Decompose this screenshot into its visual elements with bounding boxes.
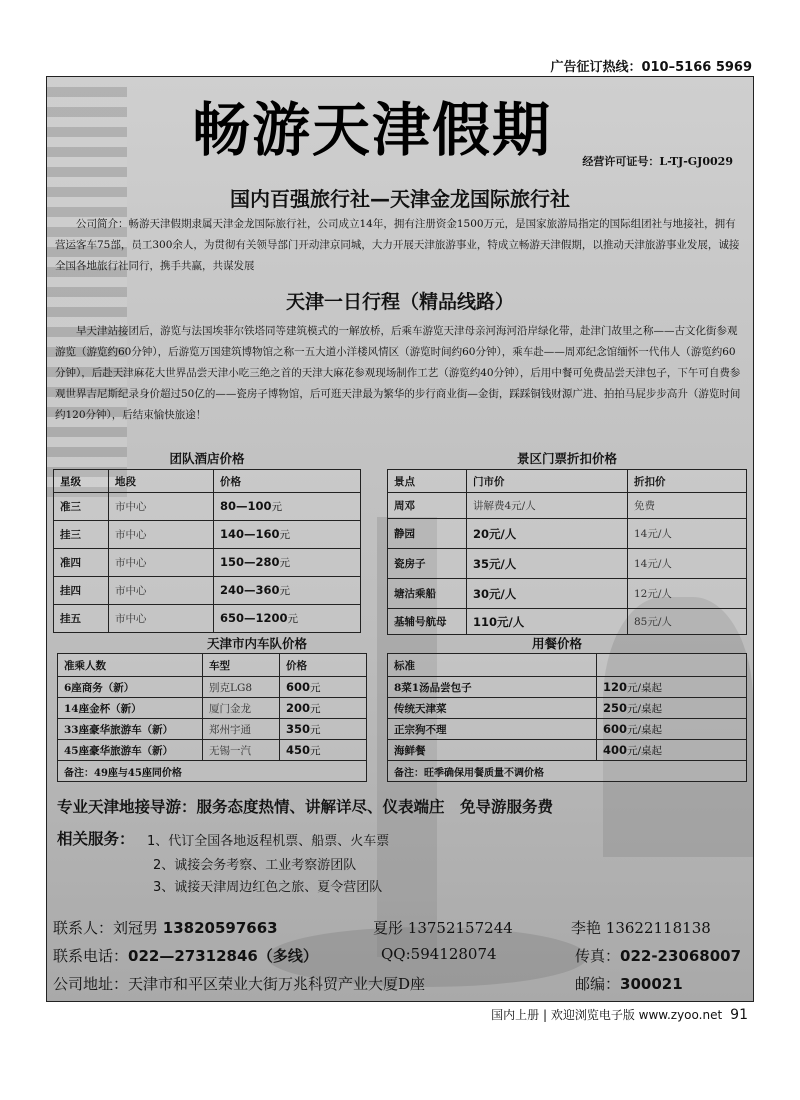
ticket-spot: 塘沽乘船 (388, 579, 467, 609)
meal-note: 备注：旺季确保用餐质量不调价格 (388, 761, 747, 782)
fax-label: 传真： (575, 947, 621, 965)
meal-price (597, 740, 747, 761)
meal-table-title: 用餐价格 (531, 636, 582, 651)
table-row (54, 605, 361, 633)
table-row (58, 677, 367, 698)
ticket-discount-price: 14元/人 (628, 549, 747, 579)
fleet-price-unit: 元 (310, 723, 321, 736)
hotel-price-value: 240—360 (220, 583, 280, 597)
ticket-header-list: 门市价 (467, 470, 628, 493)
table-row (388, 719, 747, 740)
ticket-list-price: 110元/人 (467, 609, 628, 635)
hotel-price-value: 140—160 (220, 527, 280, 541)
meal-price-value: 250 (603, 700, 628, 715)
meal-name: 海鲜餐 (388, 740, 597, 761)
related-service-item: 1、代订全国各地返程机票、船票、火车票 (147, 834, 390, 849)
contact-person-1 (53, 917, 278, 938)
hotel-price (214, 521, 361, 549)
ticket-discount-price: 14元/人 (628, 519, 747, 549)
related-service-item: 2、诚接会务考察、工业考察游团队 (153, 858, 357, 873)
meal-price-table (387, 653, 747, 782)
ticket-header-disc: 折扣价 (628, 470, 747, 493)
agency-heading: 国内百强旅行社—天津金龙国际旅行社 (230, 187, 570, 211)
hotel-header-price: 价格 (214, 470, 361, 493)
hotel-star: 挂三 (54, 521, 109, 549)
fleet-seats: 45座豪华旅游车（新） (58, 740, 203, 761)
meal-price (597, 677, 747, 698)
address-label: 公司地址： (53, 975, 129, 993)
meal-price-value: 600 (603, 721, 628, 736)
meal-name: 8菜1汤品尝包子 (388, 677, 597, 698)
hotel-header-area: 地段 (109, 470, 214, 493)
meal-header-standard: 标准 (388, 654, 597, 677)
contact-tel (53, 945, 318, 966)
ticket-spot: 瓷房子 (388, 549, 467, 579)
table-row (54, 521, 361, 549)
fleet-price (280, 719, 367, 740)
ticket-list-price: 35元/人 (467, 549, 628, 579)
fleet-seats: 6座商务（新） (58, 677, 203, 698)
table-row (388, 740, 747, 761)
contact-1-phone: 13820597663 (162, 919, 278, 937)
meal-price-unit: 元/桌起 (627, 681, 663, 694)
hotel-price-unit: 元 (279, 585, 291, 597)
fleet-price-unit: 元 (310, 681, 321, 694)
route-description: 早天津站接团后，游览与法国埃菲尔铁塔同等建筑模式的一解放桥，后乘车游览天津母亲河海河沿岸绿化带，赴津门故里之称——古文化街参观游览（游览约60分钟），后游览万国建筑博物馆之称一五大道小洋楼风情区（游览时间约60分钟），乘车赴——周邓纪念馆缅怀一代伟人（游览约60分钟），后赴天津麻花大世界品尝天津小吃三绝之首的天津大麻花参观现场制作工艺（游览约40分钟），后用中餐可免费品尝天津包子，下午可自费参观世界吉尼斯纪录身价超过50亿的——瓷房子博物馆，后可逛天津最为繁华的步行商业街—金街，踩踩铜钱财源广进、拍拍马屁步步高升（游览时间约120分钟），后结束愉快旅途！ (55, 325, 741, 421)
footer-text: 国内上册 | 欢迎浏览电子版 www.zyoo.net (491, 1008, 723, 1022)
fleet-price-value: 200 (286, 700, 311, 715)
hotel-star: 挂五 (54, 605, 109, 633)
hotel-area: 市中心 (109, 577, 214, 605)
table-row (388, 519, 747, 549)
hotel-price-unit: 元 (279, 529, 291, 541)
hotel-table-title: 团队酒店价格 (169, 451, 245, 466)
hotel-star: 准三 (54, 493, 109, 521)
ticket-spot: 周邓 (388, 493, 467, 519)
hotel-area: 市中心 (109, 605, 214, 633)
page-footer (491, 1006, 748, 1023)
fleet-model: 别克LG8 (203, 677, 280, 698)
hotel-star: 挂四 (54, 577, 109, 605)
contact-person-2 (373, 917, 513, 938)
hotel-price (214, 549, 361, 577)
zip-label: 邮编： (575, 975, 621, 993)
ticket-table-title: 景区门票折扣价格 (516, 451, 617, 466)
table-row (388, 579, 747, 609)
contact-person-3 (571, 917, 711, 938)
meal-name: 正宗狗不理 (388, 719, 597, 740)
hotel-price-value: 150—280 (220, 555, 280, 569)
meal-price-value: 120 (603, 679, 628, 694)
hotel-header-star: 星级 (54, 470, 109, 493)
table-row (388, 493, 747, 519)
hotel-price (214, 605, 361, 633)
fleet-price (280, 698, 367, 719)
contact-2-phone: 13752157244 (407, 919, 513, 937)
page-number: 91 (730, 1007, 748, 1023)
zip-value: 300021 (620, 975, 683, 993)
license-number: 经营许可证号：L-TJ-GJ0029 (582, 155, 733, 168)
page-title: 畅游天津假期 (192, 96, 553, 164)
table-row (388, 698, 747, 719)
table-row (58, 740, 367, 761)
fleet-seats: 14座金杯（新） (58, 698, 203, 719)
table-row (58, 719, 367, 740)
ticket-discount-price: 85元/人 (628, 609, 747, 635)
route-heading: 天津一日行程（精品线路） (285, 291, 514, 313)
table-row (54, 549, 361, 577)
fleet-table-title: 天津市内车队价格 (206, 636, 307, 651)
hotel-star: 准四 (54, 549, 109, 577)
hotel-price-value: 650—1200 (220, 611, 288, 625)
ticket-list-price: 讲解费4元/人 (467, 493, 628, 519)
hotel-price-unit: 元 (271, 501, 283, 513)
contact-zip (575, 973, 683, 994)
fleet-model: 郑州宇通 (203, 719, 280, 740)
guide-service-line: 专业天津地接导游：服务态度热情、讲解详尽、仪表端庄 免导游服务费 (57, 797, 554, 816)
contact-3-name: 李艳 (571, 919, 602, 937)
ticket-list-price: 30元/人 (467, 579, 628, 609)
fleet-price-unit: 元 (310, 744, 321, 757)
table-row (54, 577, 361, 605)
fleet-model: 无锡一汽 (203, 740, 280, 761)
fleet-model: 厦门金龙 (203, 698, 280, 719)
hotel-area: 市中心 (109, 521, 214, 549)
fleet-price-value: 450 (286, 742, 311, 757)
fleet-seats: 33座豪华旅游车（新） (58, 719, 203, 740)
meal-name: 传统天津菜 (388, 698, 597, 719)
hotel-price (214, 577, 361, 605)
fleet-price-value: 600 (286, 679, 311, 694)
contact-qq: QQ:594128074 (381, 945, 497, 963)
meal-price-unit: 元/桌起 (627, 702, 663, 715)
fleet-note: 备注：49座与45座同价格 (58, 761, 367, 782)
ticket-spot: 静园 (388, 519, 467, 549)
meal-price-unit: 元/桌起 (627, 723, 663, 736)
hotel-price-unit: 元 (279, 557, 291, 569)
fleet-price (280, 740, 367, 761)
ticket-header-spot: 景点 (388, 470, 467, 493)
table-row (388, 677, 747, 698)
ticket-price-table (387, 469, 747, 635)
related-service-item: 3、诚接天津周边红色之旅、夏令营团队 (153, 880, 383, 895)
hotel-price-value: 80—100 (220, 499, 272, 513)
ticket-discount-price: 免费 (628, 493, 747, 519)
hotel-price-table (53, 469, 361, 633)
table-row (58, 698, 367, 719)
fax-number: 022-23068007 (620, 947, 742, 965)
meal-price-value: 400 (603, 742, 628, 757)
hotel-area: 市中心 (109, 493, 214, 521)
meal-price (597, 719, 747, 740)
table-row (54, 493, 361, 521)
contact-2-name: 夏彤 (373, 919, 404, 937)
table-row (388, 549, 747, 579)
address-value: 天津市和平区荣业大街万兆科贸产业大厦D座 (128, 975, 426, 993)
fleet-price-table (57, 653, 367, 782)
related-services-label: 相关服务： (57, 829, 135, 848)
contact-fax (575, 945, 741, 966)
ad-hotline: 广告征订热线：010–5166 5969 (550, 60, 752, 75)
hotel-price-unit: 元 (287, 613, 299, 625)
contact-1-label: 联系人：刘冠男 (53, 919, 159, 937)
meal-header-blank (597, 654, 747, 677)
tel-label: 联系电话： (53, 947, 129, 965)
meal-price-unit: 元/桌起 (627, 744, 663, 757)
fleet-price (280, 677, 367, 698)
meal-price (597, 698, 747, 719)
hotel-price (214, 493, 361, 521)
ticket-discount-price: 12元/人 (628, 579, 747, 609)
fleet-header-model: 车型 (203, 654, 280, 677)
fleet-header-seats: 准乘人数 (58, 654, 203, 677)
hotel-area: 市中心 (109, 549, 214, 577)
contact-3-phone: 13622118138 (605, 919, 711, 937)
fleet-note-row (58, 761, 367, 782)
meal-note-row (388, 761, 747, 782)
fleet-price-unit: 元 (310, 702, 321, 715)
contact-address (53, 973, 425, 994)
fleet-header-price: 价格 (280, 654, 367, 677)
ticket-spot: 基辅号航母 (388, 609, 467, 635)
company-intro: 公司简介：畅游天津假期隶属天津金龙国际旅行社，公司成立14年，拥有注册资金1500万元，是国家旅游局指定的国际组团社与地接社，拥有营运客车75部，员工300余人，为贯彻有关领导部门开动津京同城，大力开展天津旅游事业，特成立畅游天津假期，以推动天津旅游事业发展，诚接全国各地旅行社同行，携手共赢，共谋发展 (55, 218, 740, 272)
ticket-list-price: 20元/人 (467, 519, 628, 549)
fleet-price-value: 350 (286, 721, 311, 736)
table-row (388, 609, 747, 635)
tel-number: 022—27312846（多线） (128, 947, 318, 965)
ad-frame (46, 76, 754, 1002)
